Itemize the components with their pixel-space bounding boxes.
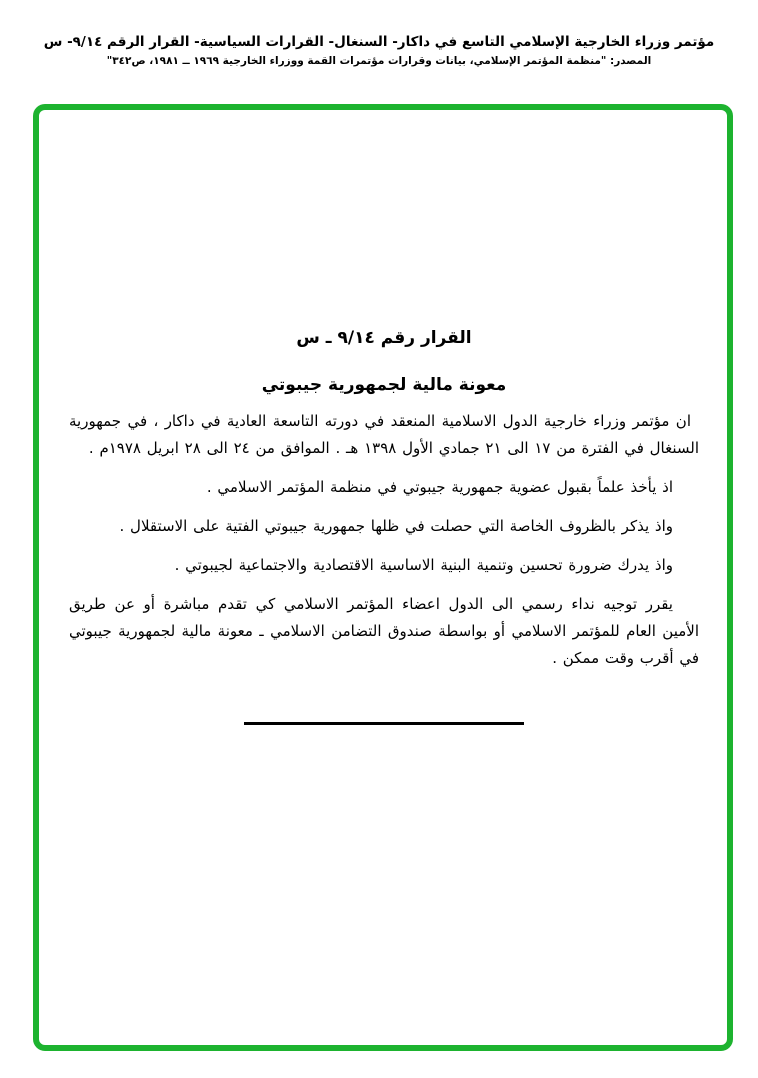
paragraph-recalling: واذ يذكر بالظروف الخاصة التي حصلت في ظلها جمهورية جيبوتي الفتية على الاستقلال . [119, 517, 673, 535]
paragraph-preamble: ان مؤتمر وزراء خارجية الدول الاسلامية المنعقد في دورته التاسعة العادية في داكار ، في جمهورية السنغال في الفترة من ١٧ الى ٢١ جمادي الأول ١٣٩٨ هـ . الموافق من ٢٤ الى ٢٨ ابريل ١٩٧٨م . [69, 412, 699, 457]
paragraph-realizing: واذ يدرك ضرورة تحسين وتنمية البنية الاساسية الاقتصادية والاجتماعية لجيبوتي . [174, 556, 673, 574]
page-header [0, 0, 758, 67]
separator-line [244, 722, 524, 725]
document-frame [33, 104, 733, 1051]
header-source: المصدر: "منظمة المؤتمر الإسلامي، بيانات وقرارات مؤتمرات القمة ووزراء الخارجية ١٩٦٩ ــ ١٩٨١، ص٣٤٢" [106, 55, 652, 67]
resolution-subject-title: معونة مالية لجمهورية جيبوتي [261, 375, 507, 395]
header-title: مؤتمر وزراء الخارجية الإسلامي التاسع في داكار- السنغال- القرارات السياسية- القرار الرقم ٩/١٤- س [43, 34, 715, 50]
resolution-number-title: القرار رقم ٩/١٤ ـ س [296, 328, 472, 348]
paragraph-taking-note: اذ يأخذ علماً بقبول عضوية جمهورية جيبوتي في منظمة المؤتمر الاسلامي . [206, 478, 673, 496]
paragraph-decides: يقرر توجيه نداء رسمي الى الدول اعضاء المؤتمر الاسلامي كي تقدم مباشرة أو عن طريق الأمين العام للمؤتمر الاسلامي أو بواسطة صندوق التضامن الاسلامي ـ معونة مالية لجمهورية جيبوتي في أقرب وقت ممكن . [69, 595, 699, 667]
document-body [39, 110, 727, 725]
